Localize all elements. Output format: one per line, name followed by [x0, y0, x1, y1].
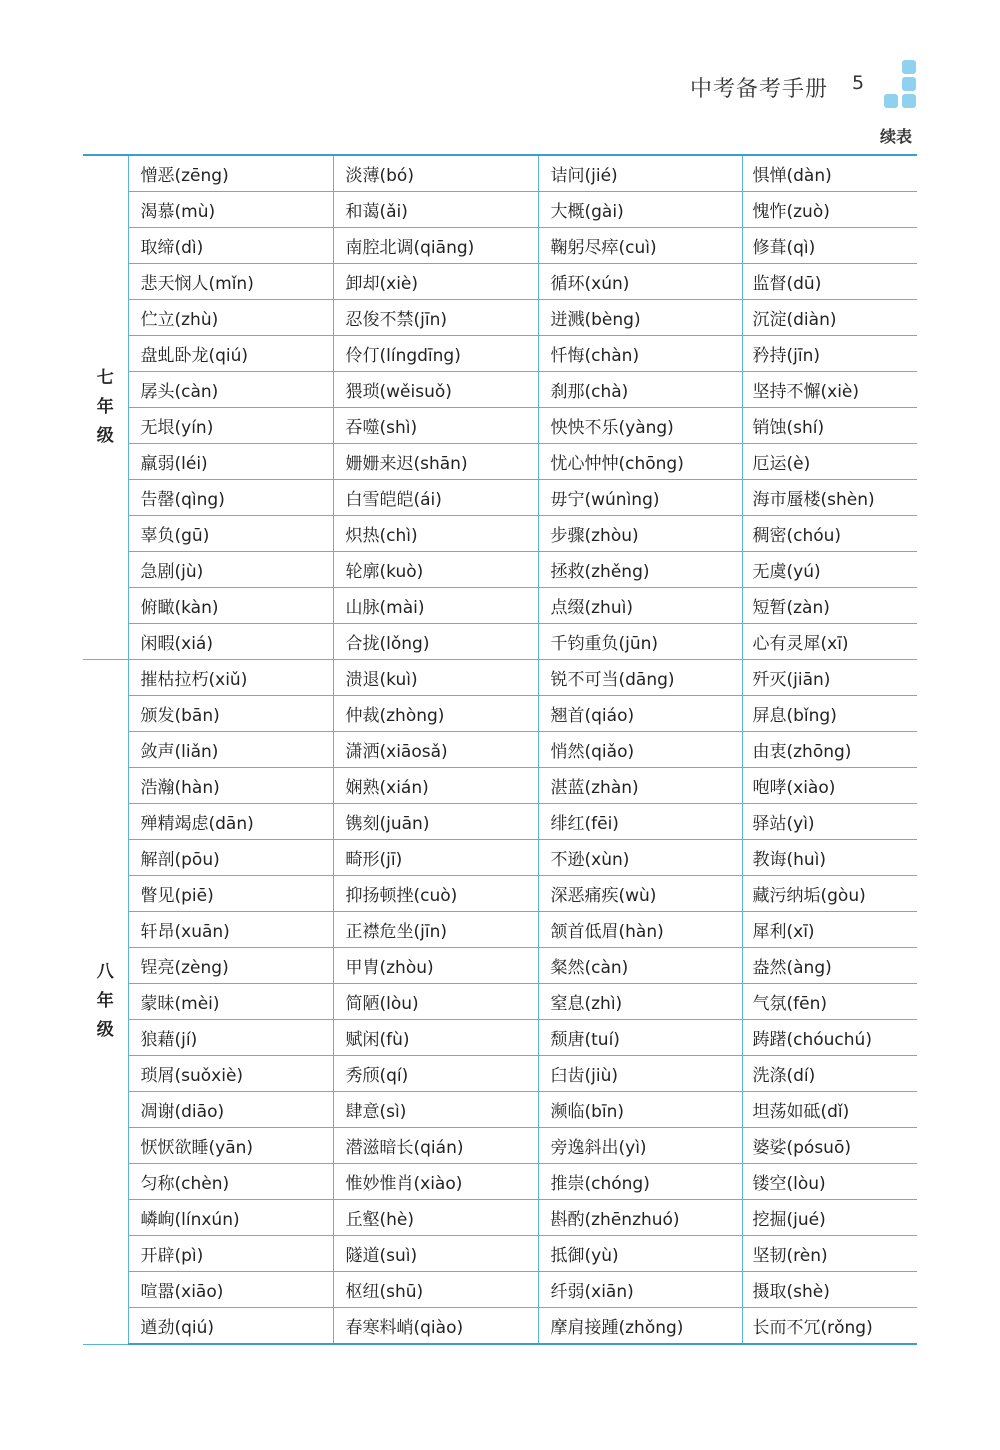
- vocab-cell: 驿站(yì): [742, 804, 917, 840]
- table-row: [83, 804, 917, 840]
- vocab-cell: 旁逸斜出(yì): [538, 1128, 742, 1164]
- table-row: [83, 1308, 917, 1345]
- handbook-title: 中考备考手册: [690, 77, 829, 102]
- table-row: [83, 732, 917, 768]
- vocab-cell: 颁发(bān): [128, 696, 333, 732]
- vocab-cell: 臼齿(jiù): [538, 1056, 742, 1092]
- vocab-cell: 蒙昧(mèi): [128, 984, 333, 1020]
- vocab-cell: 窒息(zhì): [538, 984, 742, 1020]
- table-row: [83, 1200, 917, 1236]
- table-row: [83, 1164, 917, 1200]
- vocab-cell: 摩肩接踵(zhǒng): [538, 1308, 742, 1345]
- vocab-cell: 秀颀(qí): [333, 1056, 538, 1092]
- vocab-cell: 解剖(pōu): [128, 840, 333, 876]
- grade-label: [83, 155, 128, 660]
- vocab-cell: 琐屑(suǒxiè): [128, 1056, 333, 1092]
- vocab-cell: 潜滋暗长(qián): [333, 1128, 538, 1164]
- vocab-cell: 轮廓(kuò): [333, 552, 538, 588]
- vocab-cell: 肆意(sì): [333, 1092, 538, 1128]
- table-row: [83, 155, 917, 192]
- vocab-cell: 畸形(jī): [333, 840, 538, 876]
- vocab-cell: 猥琐(wěisuǒ): [333, 372, 538, 408]
- grade-label: [83, 660, 128, 1345]
- table-row: [83, 300, 917, 336]
- table-row: [83, 768, 917, 804]
- vocab-cell: 悄然(qiǎo): [538, 732, 742, 768]
- table-row: [83, 696, 917, 732]
- vocab-cell: 盘虬卧龙(qiú): [128, 336, 333, 372]
- table-row: [83, 1056, 917, 1092]
- table-row: [83, 336, 917, 372]
- vocab-cell: 和蔼(ǎi): [333, 192, 538, 228]
- table-row: [83, 480, 917, 516]
- table-row: [83, 1272, 917, 1308]
- table-row: [83, 444, 917, 480]
- table-row: [83, 192, 917, 228]
- vocab-cell: 不逊(xùn): [538, 840, 742, 876]
- table-row: [83, 840, 917, 876]
- vocab-cell: 湛蓝(zhàn): [538, 768, 742, 804]
- vocab-cell: 粲然(càn): [538, 948, 742, 984]
- vocab-cell: 稠密(chóu): [742, 516, 917, 552]
- vocab-cell: 镂空(lòu): [742, 1164, 917, 1200]
- vocab-cell: 颓唐(tuí): [538, 1020, 742, 1056]
- vocab-cell: 娴熟(xián): [333, 768, 538, 804]
- vocab-cell: 大概(gài): [538, 192, 742, 228]
- vocab-cell: 诘问(jié): [538, 155, 742, 192]
- vocab-cell: 简陋(lòu): [333, 984, 538, 1020]
- vocab-cell: 锃亮(zèng): [128, 948, 333, 984]
- table-row: [83, 984, 917, 1020]
- vocab-cell: 屏息(bǐng): [742, 696, 917, 732]
- vocab-cell: 抑扬顿挫(cuò): [333, 876, 538, 912]
- vocab-cell: 濒临(bīn): [538, 1092, 742, 1128]
- vocab-cell: 挖掘(jué): [742, 1200, 917, 1236]
- vocab-cell: 惧惮(dàn): [742, 155, 917, 192]
- vocab-cell: 潇洒(xiāosǎ): [333, 732, 538, 768]
- vocab-cell: 瞥见(piē): [128, 876, 333, 912]
- table-row: [83, 228, 917, 264]
- vocab-cell: 歼灭(jiān): [742, 660, 917, 696]
- vocab-cell: 咆哮(xiào): [742, 768, 917, 804]
- vocab-cell: 闲暇(xiá): [128, 624, 333, 660]
- vocab-cell: 白雪皑皑(ái): [333, 480, 538, 516]
- table-row: [83, 588, 917, 624]
- table-row: [83, 624, 917, 660]
- table-row: [83, 1020, 917, 1056]
- vocab-cell: 合拢(lǒng): [333, 624, 538, 660]
- vocab-cell: 伫立(zhù): [128, 300, 333, 336]
- vocab-cell: 盎然(àng): [742, 948, 917, 984]
- vocab-cell: 摧枯拉朽(xiǔ): [128, 660, 333, 696]
- vocab-cell: 销蚀(shí): [742, 408, 917, 444]
- vocab-cell: 步骤(zhòu): [538, 516, 742, 552]
- vocab-cell: 枢纽(shū): [333, 1272, 538, 1308]
- vocab-cell: 殚精竭虑(dān): [128, 804, 333, 840]
- vocab-cell: 南腔北调(qiāng): [333, 228, 538, 264]
- vocab-cell: 隧道(suì): [333, 1236, 538, 1272]
- vocab-cell: 镌刻(juān): [333, 804, 538, 840]
- vocab-cell: 怏怏不乐(yàng): [538, 408, 742, 444]
- grade-text: 七年级: [96, 368, 114, 446]
- vocab-cell: 伶仃(língdīng): [333, 336, 538, 372]
- vocab-cell: 正襟危坐(jīn): [333, 912, 538, 948]
- vocab-cell: 告罄(qìng): [128, 480, 333, 516]
- vocab-cell: 渴慕(mù): [128, 192, 333, 228]
- vocab-cell: 摄取(shè): [742, 1272, 917, 1308]
- vocab-cell: 赋闲(fù): [333, 1020, 538, 1056]
- vocab-cell: 春寒料峭(qiào): [333, 1308, 538, 1345]
- vocab-cell: 毋宁(wúnìng): [538, 480, 742, 516]
- vocab-cell: 羸弱(léi): [128, 444, 333, 480]
- table-row: [83, 1128, 917, 1164]
- vocab-cell: 甲胄(zhòu): [333, 948, 538, 984]
- vocab-cell: 惟妙惟肖(xiào): [333, 1164, 538, 1200]
- table-row: [83, 1092, 917, 1128]
- grade-text: 八年级: [96, 962, 114, 1041]
- vocab-cell: 藏污纳垢(gòu): [742, 876, 917, 912]
- vocab-cell: 犀利(xī): [742, 912, 917, 948]
- vocab-cell: 抵御(yù): [538, 1236, 742, 1272]
- vocab-cell: 辜负(gū): [128, 516, 333, 552]
- vocab-cell: 狼藉(jí): [128, 1020, 333, 1056]
- vocab-cell: 炽热(chì): [333, 516, 538, 552]
- vocab-cell: 深恶痛疾(wù): [538, 876, 742, 912]
- vocab-cell: 急剧(jù): [128, 552, 333, 588]
- vocab-cell: 无虞(yú): [742, 552, 917, 588]
- vocab-cell: 丘壑(hè): [333, 1200, 538, 1236]
- vocab-cell: 俯瞰(kàn): [128, 588, 333, 624]
- vocab-cell: 恹恹欲睡(yān): [128, 1128, 333, 1164]
- vocab-cell: 仲裁(zhòng): [333, 696, 538, 732]
- vocab-cell: 修葺(qì): [742, 228, 917, 264]
- vocab-cell: 由衷(zhōng): [742, 732, 917, 768]
- continued-label: 续表: [880, 127, 913, 146]
- vocab-cell: 短暂(zàn): [742, 588, 917, 624]
- vocab-cell: 海市蜃楼(shèn): [742, 480, 917, 516]
- vocab-cell: 刹那(chà): [538, 372, 742, 408]
- vocab-cell: 千钧重负(jūn): [538, 624, 742, 660]
- vocab-cell: 溃退(kuì): [333, 660, 538, 696]
- vocab-cell: 迸溅(bèng): [538, 300, 742, 336]
- table-row: [83, 660, 917, 696]
- vocab-cell: 沉淀(diàn): [742, 300, 917, 336]
- vocab-cell: 坚韧(rèn): [742, 1236, 917, 1272]
- vocab-cell: 坚持不懈(xiè): [742, 372, 917, 408]
- table-row: [83, 408, 917, 444]
- vocab-cell: 翘首(qiáo): [538, 696, 742, 732]
- vocab-cell: 轩昂(xuān): [128, 912, 333, 948]
- vocab-cell: 嶙峋(línxún): [128, 1200, 333, 1236]
- vocab-cell: 山脉(mài): [333, 588, 538, 624]
- vocab-cell: 敛声(liǎn): [128, 732, 333, 768]
- vocab-cell: 忏悔(chàn): [538, 336, 742, 372]
- table-row: [83, 372, 917, 408]
- vocab-cell: 淡薄(bó): [333, 155, 538, 192]
- vocab-cell: 愧怍(zuò): [742, 192, 917, 228]
- vocab-cell: 凋谢(diāo): [128, 1092, 333, 1128]
- table-row: [83, 948, 917, 984]
- table-row: [83, 1236, 917, 1272]
- vocab-cell: 鞠躬尽瘁(cuì): [538, 228, 742, 264]
- page-number: 5: [852, 72, 865, 94]
- vocab-cell: 监督(dū): [742, 264, 917, 300]
- vocab-cell: 喧嚣(xiāo): [128, 1272, 333, 1308]
- blocks-logo-icon: [882, 60, 918, 110]
- vocab-cell: 矜持(jīn): [742, 336, 917, 372]
- vocab-cell: 点缀(zhuì): [538, 588, 742, 624]
- vocab-cell: 姗姗来迟(shān): [333, 444, 538, 480]
- vocab-cell: 心有灵犀(xī): [742, 624, 917, 660]
- vocab-cell: 悲天悯人(mǐn): [128, 264, 333, 300]
- vocab-cell: 孱头(càn): [128, 372, 333, 408]
- vocab-cell: 浩瀚(hàn): [128, 768, 333, 804]
- vocab-cell: 忧心忡忡(chōng): [538, 444, 742, 480]
- table-row: [83, 912, 917, 948]
- vocab-cell: 纤弱(xiān): [538, 1272, 742, 1308]
- vocab-cell: 憎恶(zēng): [128, 155, 333, 192]
- vocab-cell: 遒劲(qiú): [128, 1308, 333, 1345]
- vocab-cell: 洗涤(dí): [742, 1056, 917, 1092]
- vocab-cell: 踌躇(chóuchú): [742, 1020, 917, 1056]
- table-row: [83, 876, 917, 912]
- vocab-cell: 推崇(chóng): [538, 1164, 742, 1200]
- vocab-cell: 取缔(dì): [128, 228, 333, 264]
- vocab-cell: 厄运(è): [742, 444, 917, 480]
- vocab-cell: 卸却(xiè): [333, 264, 538, 300]
- vocabulary-table: [83, 154, 917, 1345]
- vocab-cell: 吞噬(shì): [333, 408, 538, 444]
- vocab-cell: 教诲(huì): [742, 840, 917, 876]
- vocab-cell: 长而不冗(rǒng): [742, 1308, 917, 1345]
- table-row: [83, 516, 917, 552]
- vocab-cell: 气氛(fēn): [742, 984, 917, 1020]
- vocab-cell: 开辟(pì): [128, 1236, 333, 1272]
- vocab-cell: 无垠(yín): [128, 408, 333, 444]
- vocab-cell: 匀称(chèn): [128, 1164, 333, 1200]
- table-row: [83, 264, 917, 300]
- vocab-cell: 循环(xún): [538, 264, 742, 300]
- vocab-cell: 锐不可当(dāng): [538, 660, 742, 696]
- vocab-cell: 斟酌(zhēnzhuó): [538, 1200, 742, 1236]
- vocab-cell: 坦荡如砥(dǐ): [742, 1092, 917, 1128]
- vocab-cell: 婆娑(pósuō): [742, 1128, 917, 1164]
- table-row: [83, 552, 917, 588]
- vocab-cell: 颔首低眉(hàn): [538, 912, 742, 948]
- vocab-cell: 拯救(zhěng): [538, 552, 742, 588]
- vocab-cell: 忍俊不禁(jīn): [333, 300, 538, 336]
- vocab-cell: 绯红(fēi): [538, 804, 742, 840]
